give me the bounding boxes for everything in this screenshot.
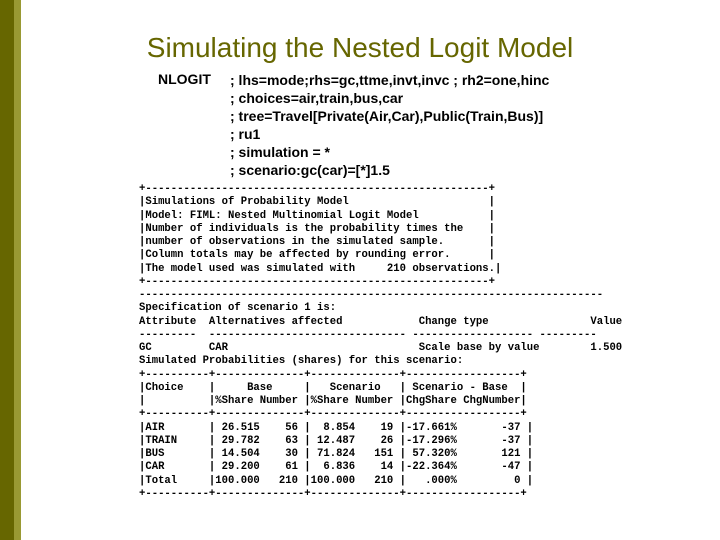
output-box-line: |Model: FIML: Nested Multinomial Logit Model | [139, 209, 496, 222]
table-border: +----------+--------------+--------------+------------------+ [139, 487, 527, 500]
scenario-spec-header: Attribute Alternatives affected Change type Value [139, 315, 623, 328]
output-box-line: |Simulations of Probability Model | [139, 196, 496, 209]
scenario-spec-row: GC CAR Scale base by value 1.500 [139, 342, 623, 354]
left-accent-bar-light [14, 0, 21, 540]
table-border: +----------+--------------+--------------+------------------+ [139, 368, 527, 381]
table-border: +----------+--------------+--------------+------------------+ [139, 408, 527, 421]
output-box-border: +------------------------------------------------------+ [139, 183, 496, 195]
output-box-line: |number of observations in the simulated sample. | [139, 236, 496, 248]
table-row-car: |CAR | 29.200 61 | 6.836 14 |-22.364% -47 | [139, 461, 534, 474]
command-label: NLOGIT [158, 71, 211, 87]
table-row-air: |AIR | 26.515 56 | 8.854 19 |-17.661% -37 | [139, 421, 534, 434]
probabilities-heading: Simulated Probabilities (shares) for this scenario: [139, 355, 464, 368]
command-block [230, 71, 549, 179]
output-box-border: +------------------------------------------------------+ [139, 275, 496, 288]
command-line: ; simulation = * [230, 144, 330, 160]
scenario-spec-divider: --------- ------------------------------- ------------------- --------- [139, 328, 597, 341]
output-divider: ------------------------------------------------------------------------- [139, 289, 604, 301]
table-header: |Choice | Base | Scenario | Scenario - Base | [139, 381, 527, 394]
scenario-heading: Specification of scenario 1 is: [139, 302, 337, 315]
table-row-train: |TRAIN | 29.782 63 | 12.487 26 |-17.296% -37 | [139, 434, 534, 447]
command-line: ; choices=air,train,bus,car [230, 90, 404, 106]
command-line: ; scenario:gc(car)=[*]1.5 [230, 162, 390, 178]
simulation-output [139, 183, 622, 501]
table-row-total: |Total |100.000 210 |100.000 210 | .000% 0 | [139, 474, 534, 487]
slide-title: Simulating the Nested Logit Model [146, 32, 574, 63]
left-accent-bar-dark [0, 0, 14, 540]
command-line: ; lhs=mode;rhs=gc,ttme,invt,invc ; rh2=one,hinc [230, 72, 550, 88]
table-row-bus: |BUS | 14.504 30 | 71.824 151 | 57.320% 121 | [139, 448, 534, 460]
output-box-line: |The model used was simulated with 210 observations.| [139, 262, 502, 275]
output-box-line: |Column totals may be affected by rounding error. | [139, 249, 496, 262]
output-box-line: |Number of individuals is the probability times the | [139, 222, 496, 235]
table-subheader: | |%Share Number |%Share Number |ChgShare ChgNumber| [139, 395, 527, 407]
command-line: ; tree=Travel[Private(Air,Car),Public(Train,Bus)] [230, 108, 544, 124]
command-line: ; ru1 [230, 126, 261, 142]
